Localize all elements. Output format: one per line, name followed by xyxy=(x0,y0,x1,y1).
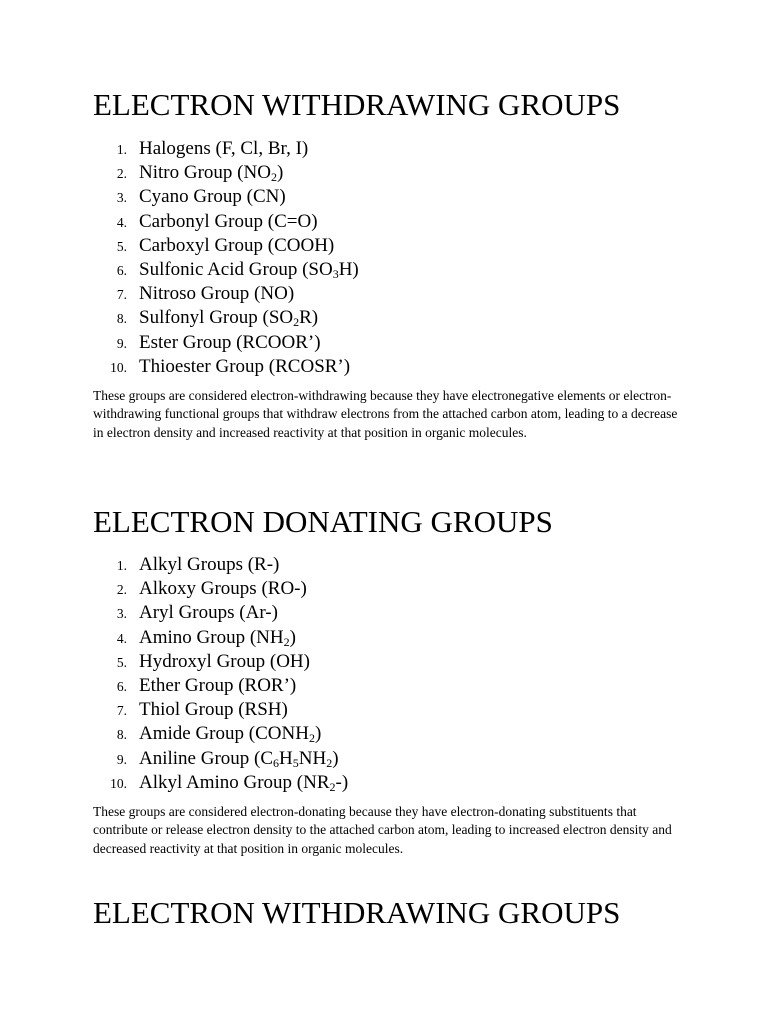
list-item-number: 4. xyxy=(116,214,127,230)
withdrawing-section xyxy=(93,87,693,440)
list-item-number: 9. xyxy=(116,751,127,767)
label-text: Hydroxyl Group (OH) xyxy=(139,650,310,672)
subscript: 2 xyxy=(270,170,277,185)
list-item-number: 3. xyxy=(116,606,127,622)
label-text: Sulfonic Acid Group (SO xyxy=(139,258,333,280)
list-item-number: 6. xyxy=(116,262,127,278)
list-item-number: 6. xyxy=(116,678,127,694)
subscript: 2 xyxy=(326,755,333,770)
label-text: Thiol Group (RSH) xyxy=(139,699,288,721)
label-text: Nitroso Group (NO) xyxy=(139,283,295,305)
list-item-label xyxy=(139,771,348,796)
list-item-number: 8. xyxy=(116,311,127,327)
withdrawing-heading: ELECTRON WITHDRAWING GROUPS xyxy=(93,87,621,122)
list-item-label xyxy=(139,674,296,698)
list-item-label xyxy=(139,355,350,379)
label-text: Thioester Group (RCOSR’) xyxy=(139,355,351,377)
list-item-label xyxy=(139,210,318,234)
list-item-number: 5. xyxy=(116,654,127,670)
subscript: 2 xyxy=(308,731,315,746)
label-text: Cyano Group (CN) xyxy=(139,186,286,208)
list-item-label xyxy=(139,185,286,209)
list-item-label xyxy=(139,747,339,772)
list-item-label xyxy=(139,282,294,306)
list-item-label xyxy=(139,650,310,674)
list-item-number: 10. xyxy=(110,359,127,375)
label-text: Aryl Groups (Ar-) xyxy=(139,602,278,624)
list-item-number: 2. xyxy=(116,582,127,598)
list-item-label xyxy=(139,137,308,161)
label-text: Amide Group (CONH xyxy=(139,723,309,745)
list-item-number: 8. xyxy=(116,727,127,743)
list-item-label xyxy=(139,601,278,625)
label-text: NH xyxy=(298,747,327,769)
label-text: Alkoxy Groups (RO-) xyxy=(139,578,307,600)
withdrawing-repeat-section xyxy=(93,895,693,931)
withdrawing-paragraph: These groups are considered electron-withdrawing because they have electronegative elements or electron-withdrawing functional groups that withdraw electrons from the attached carbon atom, leading to a decrease in electron density and increased reactivity at that position in organic molecules. xyxy=(93,388,678,440)
label-text: Carbonyl Group (C=O) xyxy=(139,210,318,232)
list-item-label xyxy=(139,577,307,601)
list-item-label xyxy=(139,698,288,722)
list-item-label xyxy=(139,234,334,258)
label-text: Halogens (F, Cl, Br, I) xyxy=(139,138,309,159)
list-item-number: 7. xyxy=(116,287,127,303)
list-item-label xyxy=(139,626,296,651)
label-text: ) xyxy=(332,747,339,769)
subscript: 2 xyxy=(293,315,300,330)
label-text: Carboxyl Group (COOH) xyxy=(139,234,335,256)
label-text: Nitro Group (NO xyxy=(139,162,271,184)
subscript: 6 xyxy=(273,755,280,770)
list-item-number: 3. xyxy=(116,190,127,206)
list-item-number: 10. xyxy=(110,775,127,791)
list-item-label xyxy=(139,722,321,747)
list-item-label xyxy=(139,553,279,577)
label-text: Ester Group (RCOOR’) xyxy=(139,331,321,353)
label-text: ) xyxy=(289,626,296,648)
list-item-number: 1. xyxy=(116,142,127,157)
label-text: Amino Group (NH xyxy=(139,626,284,648)
list-item-number: 5. xyxy=(116,238,127,254)
list-item-number: 9. xyxy=(116,335,127,351)
donating-heading: ELECTRON DONATING GROUPS xyxy=(93,504,553,539)
label-text: Alkyl Groups (R-) xyxy=(139,554,280,575)
label-text: H xyxy=(279,747,293,769)
subscript: 5 xyxy=(292,755,299,770)
list-item-number: 2. xyxy=(116,166,127,182)
subscript: 2 xyxy=(329,779,336,794)
list-item-label xyxy=(139,331,321,355)
list-item-number: 4. xyxy=(116,630,127,646)
list-item-label xyxy=(139,306,318,331)
label-text: R) xyxy=(299,307,319,329)
label-text: Ether Group (ROR’) xyxy=(139,674,297,696)
withdrawing-repeat-heading: ELECTRON WITHDRAWING GROUPS xyxy=(93,895,621,930)
label-text: ) xyxy=(276,162,284,184)
list-item-label xyxy=(139,161,283,186)
label-text: Aniline Group (C xyxy=(139,747,274,769)
donating-paragraph: These groups are considered electron-donating because they have electron-donating substituents that contribute or release electron density to the attached carbon atom, leading to increased electron density and decreased reactivity at that position in organic molecules. xyxy=(93,804,672,856)
label-text: Sulfonyl Group (SO xyxy=(139,307,294,329)
label-text: -) xyxy=(335,771,349,793)
label-text: Alkyl Amino Group (NR xyxy=(139,771,330,793)
label-text: ) xyxy=(314,723,322,745)
label-text: H) xyxy=(338,258,359,280)
list-item-number: 1. xyxy=(116,558,127,573)
list-item-label xyxy=(139,258,359,283)
list-item-number: 7. xyxy=(116,703,127,719)
donating-section xyxy=(93,504,693,856)
subscript: 3 xyxy=(332,266,339,281)
subscript: 2 xyxy=(283,634,290,649)
